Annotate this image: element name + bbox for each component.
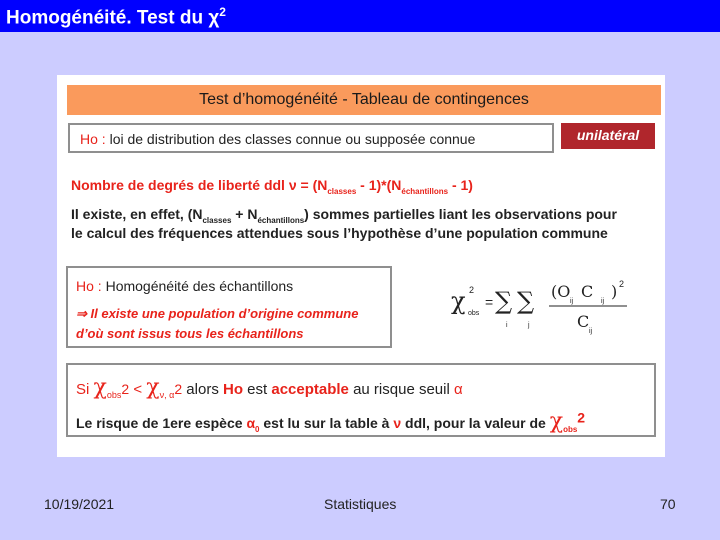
exist-line-1: Il existe, en effet, $(N_{classes} + N_{échantillons})$ sommes partielles liant les observations pour [71, 206, 617, 225]
slide-image [57, 75, 665, 457]
formula-close: ) [611, 282, 618, 301]
formula-sub-i: i [506, 322, 508, 329]
formula-num-ij2: ij [601, 298, 605, 305]
formula-den: C [577, 312, 590, 331]
banner [67, 85, 661, 115]
formula-equals: = [485, 294, 494, 310]
formula-sub-j: j [528, 322, 530, 329]
formula-num-sup: 2 [619, 279, 625, 289]
decision-box [66, 363, 656, 437]
banner-text: Test d’homogénéité - Tableau de contingences [199, 91, 529, 108]
footer-date: 10/19/2021 [44, 496, 115, 512]
homogeneity-line-1: ⇒ Il existe une population d’origine commune [76, 306, 359, 321]
formula-sup: 2 [469, 285, 475, 295]
title-bar [0, 0, 720, 32]
risk-line: Le risque de 1ere espèce $\alpha_0$ est lu sur la table à ν ddl, pour la valeur de $\chi_{obs}^2$ [76, 409, 586, 434]
h0-text: Ho : loi de distribution des classes connue ou supposée connue [80, 131, 476, 147]
page-title: Homogénéité. Test du $\chi^2$ [6, 5, 226, 29]
formula-sigma-i: ∑ [495, 287, 513, 315]
formula-minus-c: C [581, 282, 594, 301]
formula-num-ij: ij [570, 298, 574, 305]
formula-chi: χ [451, 287, 466, 315]
formula-den-ij: ij [589, 328, 593, 335]
footer-title: Statistiques [324, 496, 397, 512]
homogeneity-line-2: d’où sont issus tous les échantillons [76, 326, 304, 341]
ddl-line: Nombre de degrés de liberté ddl $\nu = (N_{classes} - 1)*(N_{échantillons} - 1)$ [71, 177, 473, 196]
unilateral-label: unilatéral [576, 127, 640, 143]
formula-sigma-j: ∑ [517, 287, 535, 315]
chi-square-formula [447, 275, 647, 345]
homogeneity-title: Ho : Homogénéité des échantillons [76, 278, 294, 294]
unilateral-badge [561, 123, 655, 149]
homogeneity-box [66, 266, 392, 348]
exist-line-2: le calcul des fréquences attendues sous l’hypothèse d’une population commune [71, 225, 608, 241]
slide-number: 70 [660, 496, 676, 512]
formula-obs: obs [468, 310, 480, 317]
condition-line: Si $\chi_{obs}2 < \chi_{\nu, \alpha}2$ alors Ho est acceptable au risque seuil α [76, 375, 463, 400]
formula-num: (O [551, 282, 571, 301]
h0-box [68, 123, 554, 153]
